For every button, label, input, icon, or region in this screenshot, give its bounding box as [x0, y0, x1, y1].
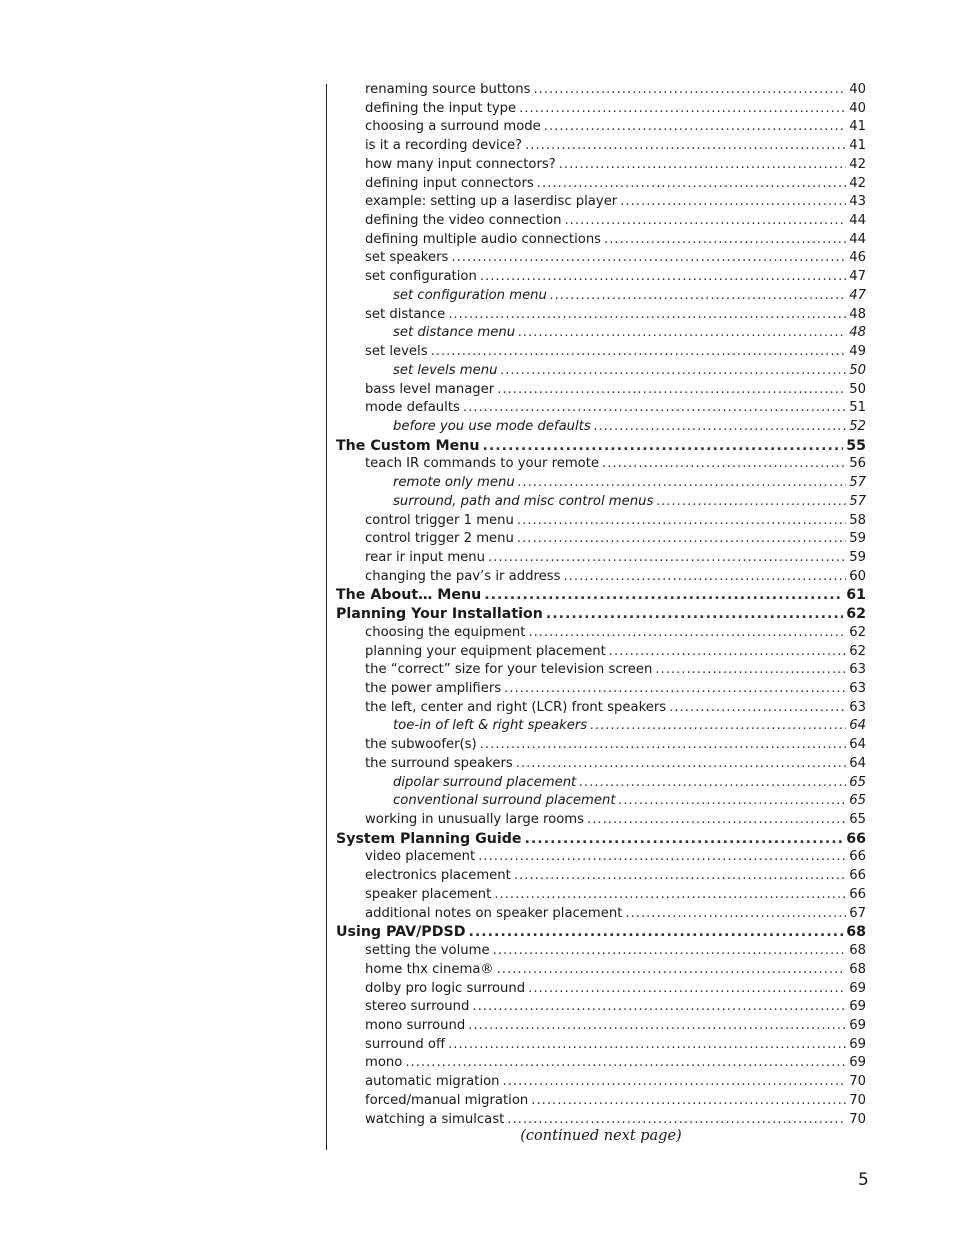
dot-leader [625, 905, 846, 924]
toc-entry-title: set distance menu [393, 325, 516, 341]
toc-page-number: 47 [849, 269, 866, 285]
toc-page-number: 69 [849, 1017, 866, 1033]
toc-entry-title: working in unusually large rooms [365, 812, 585, 828]
toc-entry-title: control trigger 1 menu [365, 512, 514, 528]
dot-leader [517, 512, 846, 531]
toc-entry [336, 175, 866, 194]
toc-entry [336, 268, 866, 287]
dot-leader [620, 193, 846, 212]
dot-leader [559, 156, 846, 175]
toc-subentry [336, 324, 866, 343]
toc-entry [336, 156, 866, 175]
toc-entry [336, 905, 866, 924]
toc-entry [336, 1073, 866, 1092]
toc-page-number: 70 [849, 1074, 866, 1090]
toc-entry-title: Using PAV/PDSD [336, 924, 466, 941]
dot-leader [519, 100, 846, 119]
toc-entry-title: set levels menu [393, 362, 498, 378]
dot-leader [587, 811, 846, 830]
toc-page-number: 66 [846, 830, 866, 847]
toc-subentry [336, 287, 866, 306]
dot-leader [503, 1073, 847, 1092]
toc-entry-title: choosing a surround mode [365, 119, 541, 135]
toc-entry [336, 942, 866, 961]
toc-entry [336, 699, 866, 718]
toc-page-number: 41 [849, 119, 866, 135]
dot-leader [533, 81, 846, 100]
toc-entry-title: example: setting up a laserdisc player [365, 194, 618, 210]
toc-entry [336, 867, 866, 886]
toc-page-number: 64 [849, 737, 866, 753]
toc-entry-title: the power amplifiers [365, 681, 502, 696]
toc-page-number: 56 [849, 456, 866, 472]
dot-leader [488, 549, 846, 568]
dot-leader [514, 867, 846, 886]
toc-entry [336, 1111, 866, 1130]
dot-leader [656, 493, 846, 512]
toc-page-number: 69 [849, 999, 866, 1015]
toc-entry-title: set configuration menu [393, 287, 547, 303]
toc-entry-title: video placement [365, 849, 476, 865]
toc-page-number: 50 [849, 362, 866, 378]
continued-note: (continued next page) [520, 1128, 682, 1144]
dot-leader [525, 137, 846, 156]
toc-entry-title: System Planning Guide [336, 830, 522, 847]
toc-entry-title: is it a recording device? [365, 138, 523, 154]
toc-entry-title: surround off [365, 1036, 446, 1052]
toc-page-number: 65 [849, 812, 866, 828]
dot-leader [563, 568, 846, 587]
toc-page-number: 49 [849, 344, 866, 360]
toc-page-number: 63 [849, 681, 866, 696]
dot-leader [619, 792, 847, 811]
toc-page-number: 66 [849, 868, 866, 884]
toc-entry-title: before you use mode defaults [393, 418, 591, 434]
toc-entry-title: mode defaults [365, 400, 460, 416]
toc-page-number: 67 [849, 905, 866, 921]
toc-page-number: 48 [849, 325, 866, 341]
toc-entry-title: The Custom Menu [336, 437, 480, 454]
toc-entry-title: renaming source buttons [365, 82, 531, 97]
toc-page-number: 40 [849, 82, 866, 97]
dot-leader [468, 1017, 846, 1036]
toc-entry [336, 811, 866, 830]
toc-page-number: 57 [849, 475, 866, 491]
toc-page-number: 68 [849, 943, 866, 959]
toc-section-heading [336, 586, 866, 605]
toc-entry-title: conventional surround placement [393, 793, 616, 809]
toc-entry [336, 680, 866, 699]
toc-entry-title: toe-in of left & right speakers [393, 718, 588, 734]
toc-page-number: 58 [849, 512, 866, 528]
toc-subentry [336, 418, 866, 437]
toc-entry [336, 549, 866, 568]
table-of-contents [336, 81, 866, 1129]
dot-leader [609, 643, 846, 662]
dot-leader [405, 1054, 846, 1073]
toc-entry-title: stereo surround [365, 999, 470, 1015]
dot-leader [517, 530, 846, 549]
toc-entry-title: electronics placement [365, 868, 511, 884]
dot-leader [594, 418, 846, 437]
toc-page-number: 51 [849, 400, 866, 416]
toc-entry [336, 249, 866, 268]
dot-leader [602, 455, 846, 474]
toc-entry-title: home thx cinema® [365, 961, 494, 977]
toc-entry [336, 137, 866, 156]
toc-page-number: 40 [849, 100, 866, 116]
dot-leader [448, 1036, 846, 1055]
toc-entry-title: mono [365, 1055, 403, 1071]
toc-entry-title: The About… Menu [336, 587, 482, 604]
toc-page-number: 68 [849, 961, 866, 977]
dot-leader [516, 755, 846, 774]
toc-page-number: 57 [849, 493, 866, 509]
toc-entry-title: how many input connectors? [365, 156, 556, 172]
toc-entry-title: surround, path and misc control menus [393, 493, 654, 509]
toc-entry [336, 736, 866, 755]
dot-leader [480, 736, 847, 755]
toc-entry [336, 1054, 866, 1073]
toc-entry-title: rear ir input menu [365, 549, 486, 565]
toc-entry [336, 193, 866, 212]
toc-page-number: 62 [849, 643, 866, 659]
toc-page-number: 66 [849, 849, 866, 865]
toc-subentry [336, 717, 866, 736]
toc-entry [336, 568, 866, 587]
toc-entry-title: additional notes on speaker placement [365, 905, 623, 921]
toc-entry-title: control trigger 2 menu [365, 531, 514, 547]
dot-leader [494, 886, 846, 905]
toc-entry-title: remote only menu [393, 475, 515, 491]
dot-leader [528, 624, 846, 643]
toc-page-number: 42 [849, 156, 866, 172]
margin-rule [326, 84, 327, 1150]
toc-page-number: 69 [849, 980, 866, 996]
toc-section-heading [336, 923, 866, 942]
dot-leader [537, 175, 846, 194]
toc-entry [336, 118, 866, 137]
toc-entry [336, 624, 866, 643]
toc-subentry [336, 474, 866, 493]
dot-leader [480, 268, 846, 287]
toc-page-number: 70 [849, 1092, 866, 1108]
toc-entry [336, 381, 866, 400]
toc-entry-title: planning your equipment placement [365, 643, 606, 659]
toc-page-number: 66 [849, 886, 866, 902]
toc-entry-title: set levels [365, 344, 428, 360]
toc-entry-title: speaker placement [365, 886, 492, 902]
dot-leader [497, 381, 846, 400]
toc-entry-title: the subwoofer(s) [365, 737, 477, 753]
dot-leader [604, 231, 846, 250]
toc-entry-title: set configuration [365, 269, 477, 285]
toc-entry-title: defining input connectors [365, 175, 534, 191]
dot-leader [448, 306, 846, 325]
toc-page-number: 48 [849, 306, 866, 322]
dot-leader [550, 287, 846, 306]
dot-leader [669, 699, 846, 718]
toc-entry [336, 100, 866, 119]
toc-page-number: 64 [849, 755, 866, 771]
toc-subentry [336, 493, 866, 512]
dot-leader [472, 998, 846, 1017]
toc-entry [336, 961, 866, 980]
toc-entry-title: automatic migration [365, 1074, 500, 1090]
toc-entry-title: mono surround [365, 1017, 466, 1033]
toc-page-number: 44 [849, 231, 866, 247]
toc-entry [336, 1092, 866, 1111]
toc-entry [336, 980, 866, 999]
dot-leader [655, 661, 846, 680]
toc-page-number: 63 [849, 662, 866, 678]
toc-entry [336, 231, 866, 250]
dot-leader [531, 1092, 846, 1111]
toc-page-number: 41 [849, 138, 866, 154]
toc-entry-title: the surround speakers [365, 755, 513, 771]
toc-page-number: 50 [849, 381, 866, 397]
toc-page-number: 46 [849, 250, 866, 266]
toc-entry [336, 455, 866, 474]
toc-entry-title: set speakers [365, 250, 449, 266]
toc-entry [336, 399, 866, 418]
toc-entry-title: changing the pav’s ir address [365, 568, 561, 584]
toc-page-number: 44 [849, 213, 866, 229]
toc-entry-title: teach IR commands to your remote [365, 456, 600, 472]
toc-entry-title: defining the input type [365, 100, 517, 116]
toc-entry-title: defining the video connection [365, 213, 562, 229]
dot-leader [478, 848, 846, 867]
dot-leader [564, 212, 846, 231]
dot-leader [518, 474, 847, 493]
toc-section-heading [336, 437, 866, 456]
toc-page-number: 70 [849, 1111, 866, 1127]
toc-page-number: 43 [849, 194, 866, 210]
toc-entry [336, 343, 866, 362]
toc-page-number: 47 [849, 287, 866, 303]
toc-entry-title: watching a simulcast [365, 1111, 505, 1127]
dot-leader [579, 774, 846, 793]
toc-entry-title: dolby pro logic surround [365, 980, 526, 996]
toc-subentry [336, 774, 866, 793]
toc-entry-title: Planning Your Installation [336, 606, 543, 623]
toc-entry-title: choosing the equipment [365, 624, 526, 640]
toc-page-number: 59 [849, 531, 866, 547]
toc-entry [336, 530, 866, 549]
toc-page-number: 65 [849, 774, 866, 790]
dot-leader [546, 605, 843, 624]
toc-page-number: 59 [849, 549, 866, 565]
toc-page-number: 62 [846, 606, 866, 623]
dot-leader [500, 362, 846, 381]
toc-page-number: 61 [846, 587, 866, 604]
dot-leader [483, 437, 844, 456]
toc-entry-title: set distance [365, 306, 446, 322]
toc-page-number: 65 [849, 793, 866, 809]
dot-leader [493, 942, 847, 961]
toc-subentry [336, 792, 866, 811]
toc-page-number: 52 [849, 418, 866, 434]
toc-page-number: 63 [849, 699, 866, 715]
toc-entry-title: the “correct” size for your television screen [365, 662, 653, 678]
toc-entry [336, 212, 866, 231]
toc-entry [336, 886, 866, 905]
toc-entry [336, 998, 866, 1017]
toc-entry [336, 643, 866, 662]
toc-entry-title: bass level manager [365, 381, 495, 397]
dot-leader [468, 923, 843, 942]
toc-page-number: 64 [849, 718, 866, 734]
dot-leader [463, 399, 846, 418]
dot-leader [518, 324, 846, 343]
toc-entry [336, 1036, 866, 1055]
toc-entry [336, 306, 866, 325]
toc-entry [336, 512, 866, 531]
page-number: 5 [858, 1170, 869, 1190]
toc-entry [336, 848, 866, 867]
dot-leader [590, 717, 846, 736]
toc-entry-title: setting the volume [365, 943, 490, 959]
toc-entry-title: dipolar surround placement [393, 774, 577, 790]
dot-leader [431, 343, 847, 362]
toc-entry [336, 1017, 866, 1036]
toc-page-number: 42 [849, 175, 866, 191]
toc-page-number: 69 [849, 1055, 866, 1071]
toc-entry-title: defining multiple audio connections [365, 231, 602, 247]
dot-leader [525, 830, 844, 849]
toc-page-number: 60 [849, 568, 866, 584]
toc-subentry [336, 362, 866, 381]
toc-entry [336, 81, 866, 100]
dot-leader [528, 980, 846, 999]
toc-section-heading [336, 605, 866, 624]
toc-page-number: 55 [846, 437, 866, 454]
dot-leader [507, 1111, 846, 1130]
toc-entry [336, 755, 866, 774]
dot-leader [451, 249, 846, 268]
dot-leader [484, 586, 843, 605]
toc-section-heading [336, 830, 866, 849]
dot-leader [504, 680, 846, 699]
dot-leader [497, 961, 847, 980]
toc-page-number: 62 [849, 624, 866, 640]
toc-page-number: 69 [849, 1036, 866, 1052]
toc-entry-title: forced/manual migration [365, 1092, 529, 1108]
dot-leader [544, 118, 846, 137]
toc-page-number: 68 [846, 924, 866, 941]
toc-entry-title: the left, center and right (LCR) front speakers [365, 699, 667, 715]
toc-entry [336, 661, 866, 680]
